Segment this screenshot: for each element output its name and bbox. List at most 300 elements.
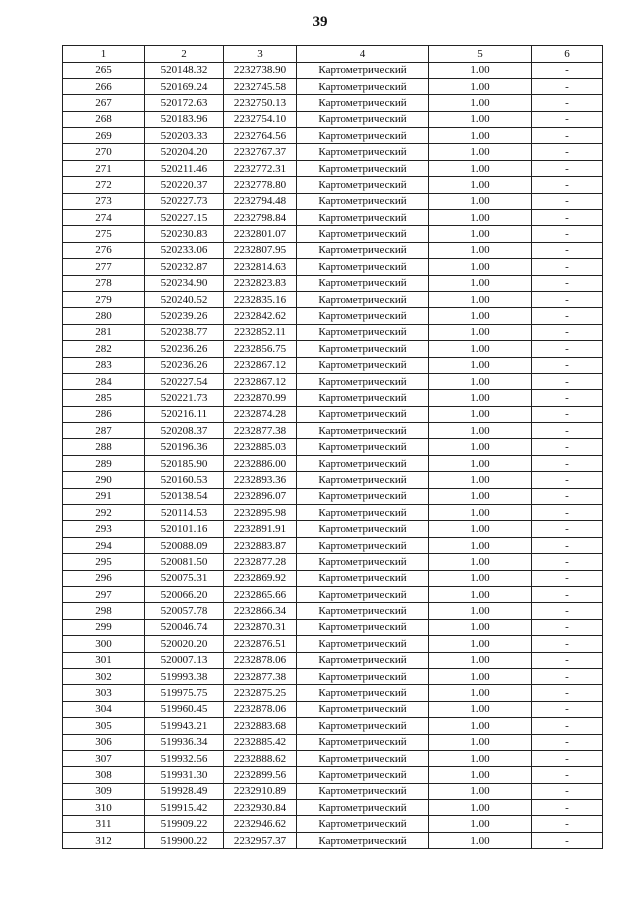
x-coordinate-cell: 520160.53 <box>145 472 224 488</box>
point-number-cell: 302 <box>63 668 145 684</box>
table-row <box>63 95 603 111</box>
note-cell: - <box>532 177 603 193</box>
note-cell: - <box>532 62 603 78</box>
accuracy-cell: 1.00 <box>429 750 532 766</box>
method-cell: Картометрический <box>297 521 429 537</box>
accuracy-cell: 1.00 <box>429 341 532 357</box>
method-cell: Картометрический <box>297 783 429 799</box>
point-number-cell: 306 <box>63 734 145 750</box>
x-coordinate-cell: 520220.37 <box>145 177 224 193</box>
table-row <box>63 668 603 684</box>
x-coordinate-cell: 519936.34 <box>145 734 224 750</box>
note-cell: - <box>532 160 603 176</box>
y-coordinate-cell: 2232946.62 <box>224 816 297 832</box>
accuracy-cell: 1.00 <box>429 291 532 307</box>
method-cell: Картометрический <box>297 750 429 766</box>
column-header-6: 6 <box>532 46 603 63</box>
accuracy-cell: 1.00 <box>429 685 532 701</box>
table-row <box>63 521 603 537</box>
y-coordinate-cell: 2232767.37 <box>224 144 297 160</box>
coordinates-table <box>62 45 603 849</box>
x-coordinate-cell: 520234.90 <box>145 275 224 291</box>
x-coordinate-cell: 520203.33 <box>145 128 224 144</box>
accuracy-cell: 1.00 <box>429 423 532 439</box>
x-coordinate-cell: 520169.24 <box>145 78 224 94</box>
accuracy-cell: 1.00 <box>429 226 532 242</box>
note-cell: - <box>532 242 603 258</box>
point-number-cell: 283 <box>63 357 145 373</box>
accuracy-cell: 1.00 <box>429 619 532 635</box>
note-cell: - <box>532 570 603 586</box>
table-row <box>63 210 603 226</box>
table-row <box>63 275 603 291</box>
x-coordinate-cell: 520075.31 <box>145 570 224 586</box>
y-coordinate-cell: 2232754.10 <box>224 111 297 127</box>
table-row <box>63 439 603 455</box>
y-coordinate-cell: 2232778.80 <box>224 177 297 193</box>
y-coordinate-cell: 2232930.84 <box>224 800 297 816</box>
point-number-cell: 272 <box>63 177 145 193</box>
accuracy-cell: 1.00 <box>429 259 532 275</box>
note-cell: - <box>532 652 603 668</box>
table-row <box>63 816 603 832</box>
point-number-cell: 305 <box>63 718 145 734</box>
accuracy-cell: 1.00 <box>429 128 532 144</box>
y-coordinate-cell: 2232878.06 <box>224 652 297 668</box>
note-cell: - <box>532 685 603 701</box>
note-cell: - <box>532 800 603 816</box>
note-cell: - <box>532 111 603 127</box>
note-cell: - <box>532 259 603 275</box>
method-cell: Картометрический <box>297 259 429 275</box>
y-coordinate-cell: 2232910.89 <box>224 783 297 799</box>
accuracy-cell: 1.00 <box>429 537 532 553</box>
note-cell: - <box>532 668 603 684</box>
accuracy-cell: 1.00 <box>429 390 532 406</box>
table-row <box>63 144 603 160</box>
table-row <box>63 406 603 422</box>
note-cell: - <box>532 78 603 94</box>
table-row <box>63 78 603 94</box>
method-cell: Картометрический <box>297 210 429 226</box>
y-coordinate-cell: 2232852.11 <box>224 324 297 340</box>
column-header-4: 4 <box>297 46 429 63</box>
method-cell: Картометрический <box>297 111 429 127</box>
accuracy-cell: 1.00 <box>429 767 532 783</box>
column-header-5: 5 <box>429 46 532 63</box>
table-row <box>63 226 603 242</box>
table-row <box>63 505 603 521</box>
note-cell: - <box>532 193 603 209</box>
table-row <box>63 373 603 389</box>
note-cell: - <box>532 390 603 406</box>
accuracy-cell: 1.00 <box>429 505 532 521</box>
table-row <box>63 291 603 307</box>
method-cell: Картометрический <box>297 291 429 307</box>
method-cell: Картометрический <box>297 275 429 291</box>
accuracy-cell: 1.00 <box>429 783 532 799</box>
table-row <box>63 554 603 570</box>
x-coordinate-cell: 520196.36 <box>145 439 224 455</box>
method-cell: Картометрический <box>297 373 429 389</box>
note-cell: - <box>532 554 603 570</box>
x-coordinate-cell: 520208.37 <box>145 423 224 439</box>
point-number-cell: 293 <box>63 521 145 537</box>
x-coordinate-cell: 520081.50 <box>145 554 224 570</box>
method-cell: Картометрический <box>297 668 429 684</box>
column-header-2: 2 <box>145 46 224 63</box>
point-number-cell: 277 <box>63 259 145 275</box>
method-cell: Картометрический <box>297 308 429 324</box>
x-coordinate-cell: 520227.15 <box>145 210 224 226</box>
note-cell: - <box>532 423 603 439</box>
table-row <box>63 324 603 340</box>
y-coordinate-cell: 2232835.16 <box>224 291 297 307</box>
accuracy-cell: 1.00 <box>429 734 532 750</box>
x-coordinate-cell: 520233.06 <box>145 242 224 258</box>
accuracy-cell: 1.00 <box>429 587 532 603</box>
accuracy-cell: 1.00 <box>429 832 532 848</box>
point-number-cell: 300 <box>63 636 145 652</box>
note-cell: - <box>532 226 603 242</box>
y-coordinate-cell: 2232794.48 <box>224 193 297 209</box>
method-cell: Картометрический <box>297 62 429 78</box>
y-coordinate-cell: 2232870.31 <box>224 619 297 635</box>
table-row <box>63 259 603 275</box>
method-cell: Картометрический <box>297 832 429 848</box>
method-cell: Картометрический <box>297 701 429 717</box>
y-coordinate-cell: 2232842.62 <box>224 308 297 324</box>
accuracy-cell: 1.00 <box>429 800 532 816</box>
table-row <box>63 587 603 603</box>
point-number-cell: 291 <box>63 488 145 504</box>
note-cell: - <box>532 341 603 357</box>
table-row <box>63 537 603 553</box>
y-coordinate-cell: 2232867.12 <box>224 373 297 389</box>
method-cell: Картометрический <box>297 324 429 340</box>
method-cell: Картометрический <box>297 816 429 832</box>
y-coordinate-cell: 2232801.07 <box>224 226 297 242</box>
y-coordinate-cell: 2232865.66 <box>224 587 297 603</box>
x-coordinate-cell: 519975.75 <box>145 685 224 701</box>
method-cell: Картометрический <box>297 78 429 94</box>
point-number-cell: 279 <box>63 291 145 307</box>
table-row <box>63 242 603 258</box>
accuracy-cell: 1.00 <box>429 160 532 176</box>
note-cell: - <box>532 587 603 603</box>
accuracy-cell: 1.00 <box>429 275 532 291</box>
note-cell: - <box>532 750 603 766</box>
method-cell: Картометрический <box>297 177 429 193</box>
y-coordinate-cell: 2232895.98 <box>224 505 297 521</box>
table-row <box>63 701 603 717</box>
point-number-cell: 286 <box>63 406 145 422</box>
point-number-cell: 270 <box>63 144 145 160</box>
y-coordinate-cell: 2232877.38 <box>224 668 297 684</box>
accuracy-cell: 1.00 <box>429 210 532 226</box>
point-number-cell: 268 <box>63 111 145 127</box>
method-cell: Картометрический <box>297 570 429 586</box>
point-number-cell: 269 <box>63 128 145 144</box>
point-number-cell: 294 <box>63 537 145 553</box>
x-coordinate-cell: 519909.22 <box>145 816 224 832</box>
table-row <box>63 308 603 324</box>
accuracy-cell: 1.00 <box>429 193 532 209</box>
x-coordinate-cell: 519943.21 <box>145 718 224 734</box>
x-coordinate-cell: 519915.42 <box>145 800 224 816</box>
y-coordinate-cell: 2232886.00 <box>224 455 297 471</box>
accuracy-cell: 1.00 <box>429 308 532 324</box>
y-coordinate-cell: 2232870.99 <box>224 390 297 406</box>
page-number: 39 <box>312 14 328 30</box>
point-number-cell: 276 <box>63 242 145 258</box>
accuracy-cell: 1.00 <box>429 554 532 570</box>
accuracy-cell: 1.00 <box>429 472 532 488</box>
note-cell: - <box>532 816 603 832</box>
method-cell: Картометрический <box>297 406 429 422</box>
point-number-cell: 284 <box>63 373 145 389</box>
x-coordinate-cell: 520236.26 <box>145 357 224 373</box>
point-number-cell: 267 <box>63 95 145 111</box>
point-number-cell: 292 <box>63 505 145 521</box>
point-number-cell: 290 <box>63 472 145 488</box>
note-cell: - <box>532 472 603 488</box>
note-cell: - <box>532 439 603 455</box>
point-number-cell: 298 <box>63 603 145 619</box>
note-cell: - <box>532 734 603 750</box>
point-number-cell: 299 <box>63 619 145 635</box>
point-number-cell: 308 <box>63 767 145 783</box>
point-number-cell: 301 <box>63 652 145 668</box>
point-number-cell: 266 <box>63 78 145 94</box>
y-coordinate-cell: 2232866.34 <box>224 603 297 619</box>
table-row <box>63 800 603 816</box>
x-coordinate-cell: 520216.11 <box>145 406 224 422</box>
point-number-cell: 282 <box>63 341 145 357</box>
x-coordinate-cell: 519932.56 <box>145 750 224 766</box>
table-row <box>63 603 603 619</box>
y-coordinate-cell: 2232738.90 <box>224 62 297 78</box>
note-cell: - <box>532 406 603 422</box>
point-number-cell: 311 <box>63 816 145 832</box>
table-row <box>63 619 603 635</box>
y-coordinate-cell: 2232885.42 <box>224 734 297 750</box>
point-number-cell: 304 <box>63 701 145 717</box>
accuracy-cell: 1.00 <box>429 718 532 734</box>
note-cell: - <box>532 505 603 521</box>
point-number-cell: 309 <box>63 783 145 799</box>
note-cell: - <box>532 488 603 504</box>
accuracy-cell: 1.00 <box>429 406 532 422</box>
x-coordinate-cell: 520236.26 <box>145 341 224 357</box>
point-number-cell: 278 <box>63 275 145 291</box>
method-cell: Картометрический <box>297 488 429 504</box>
point-number-cell: 295 <box>63 554 145 570</box>
table-row <box>63 636 603 652</box>
point-number-cell: 280 <box>63 308 145 324</box>
y-coordinate-cell: 2232875.25 <box>224 685 297 701</box>
x-coordinate-cell: 520183.96 <box>145 111 224 127</box>
table-row <box>63 357 603 373</box>
y-coordinate-cell: 2232896.07 <box>224 488 297 504</box>
method-cell: Картометрический <box>297 472 429 488</box>
table-row <box>63 177 603 193</box>
y-coordinate-cell: 2232885.03 <box>224 439 297 455</box>
point-number-cell: 274 <box>63 210 145 226</box>
point-number-cell: 312 <box>63 832 145 848</box>
method-cell: Картометрический <box>297 587 429 603</box>
y-coordinate-cell: 2232750.13 <box>224 95 297 111</box>
note-cell: - <box>532 324 603 340</box>
note-cell: - <box>532 308 603 324</box>
x-coordinate-cell: 520114.53 <box>145 505 224 521</box>
note-cell: - <box>532 144 603 160</box>
y-coordinate-cell: 2232893.36 <box>224 472 297 488</box>
point-number-cell: 297 <box>63 587 145 603</box>
accuracy-cell: 1.00 <box>429 144 532 160</box>
note-cell: - <box>532 767 603 783</box>
note-cell: - <box>532 619 603 635</box>
table-row <box>63 734 603 750</box>
x-coordinate-cell: 520240.52 <box>145 291 224 307</box>
note-cell: - <box>532 832 603 848</box>
method-cell: Картометрический <box>297 226 429 242</box>
point-number-cell: 285 <box>63 390 145 406</box>
accuracy-cell: 1.00 <box>429 62 532 78</box>
table-header-row <box>63 46 603 63</box>
y-coordinate-cell: 2232869.92 <box>224 570 297 586</box>
table-row <box>63 341 603 357</box>
y-coordinate-cell: 2232874.28 <box>224 406 297 422</box>
x-coordinate-cell: 520101.16 <box>145 521 224 537</box>
table-row <box>63 62 603 78</box>
accuracy-cell: 1.00 <box>429 488 532 504</box>
point-number-cell: 303 <box>63 685 145 701</box>
note-cell: - <box>532 95 603 111</box>
x-coordinate-cell: 520227.73 <box>145 193 224 209</box>
x-coordinate-cell: 520138.54 <box>145 488 224 504</box>
method-cell: Картометрический <box>297 390 429 406</box>
x-coordinate-cell: 520148.32 <box>145 62 224 78</box>
y-coordinate-cell: 2232883.87 <box>224 537 297 553</box>
method-cell: Картометрический <box>297 341 429 357</box>
point-number-cell: 265 <box>63 62 145 78</box>
accuracy-cell: 1.00 <box>429 324 532 340</box>
method-cell: Картометрический <box>297 718 429 734</box>
note-cell: - <box>532 636 603 652</box>
x-coordinate-cell: 520238.77 <box>145 324 224 340</box>
x-coordinate-cell: 520227.54 <box>145 373 224 389</box>
y-coordinate-cell: 2232856.75 <box>224 341 297 357</box>
method-cell: Картометрический <box>297 603 429 619</box>
method-cell: Картометрический <box>297 439 429 455</box>
accuracy-cell: 1.00 <box>429 701 532 717</box>
note-cell: - <box>532 291 603 307</box>
note-cell: - <box>532 603 603 619</box>
method-cell: Картометрический <box>297 95 429 111</box>
x-coordinate-cell: 520211.46 <box>145 160 224 176</box>
x-coordinate-cell: 520230.83 <box>145 226 224 242</box>
y-coordinate-cell: 2232888.62 <box>224 750 297 766</box>
point-number-cell: 273 <box>63 193 145 209</box>
table-body <box>63 62 603 849</box>
point-number-cell: 275 <box>63 226 145 242</box>
y-coordinate-cell: 2232877.38 <box>224 423 297 439</box>
point-number-cell: 289 <box>63 455 145 471</box>
accuracy-cell: 1.00 <box>429 177 532 193</box>
y-coordinate-cell: 2232867.12 <box>224 357 297 373</box>
point-number-cell: 287 <box>63 423 145 439</box>
method-cell: Картометрический <box>297 685 429 701</box>
method-cell: Картометрический <box>297 242 429 258</box>
table-row <box>63 390 603 406</box>
method-cell: Картометрический <box>297 505 429 521</box>
point-number-cell: 288 <box>63 439 145 455</box>
table-row <box>63 783 603 799</box>
note-cell: - <box>532 275 603 291</box>
x-coordinate-cell: 520057.78 <box>145 603 224 619</box>
note-cell: - <box>532 373 603 389</box>
accuracy-cell: 1.00 <box>429 521 532 537</box>
accuracy-cell: 1.00 <box>429 636 532 652</box>
accuracy-cell: 1.00 <box>429 111 532 127</box>
method-cell: Картометрический <box>297 652 429 668</box>
x-coordinate-cell: 519928.49 <box>145 783 224 799</box>
table-row <box>63 570 603 586</box>
note-cell: - <box>532 521 603 537</box>
accuracy-cell: 1.00 <box>429 652 532 668</box>
accuracy-cell: 1.00 <box>429 242 532 258</box>
accuracy-cell: 1.00 <box>429 357 532 373</box>
x-coordinate-cell: 519931.30 <box>145 767 224 783</box>
table-row <box>63 423 603 439</box>
column-header-3: 3 <box>224 46 297 63</box>
method-cell: Картометрический <box>297 423 429 439</box>
x-coordinate-cell: 520088.09 <box>145 537 224 553</box>
x-coordinate-cell: 520204.20 <box>145 144 224 160</box>
table-row <box>63 111 603 127</box>
x-coordinate-cell: 520221.73 <box>145 390 224 406</box>
method-cell: Картометрический <box>297 619 429 635</box>
point-number-cell: 296 <box>63 570 145 586</box>
y-coordinate-cell: 2232798.84 <box>224 210 297 226</box>
x-coordinate-cell: 520185.90 <box>145 455 224 471</box>
x-coordinate-cell: 519993.38 <box>145 668 224 684</box>
accuracy-cell: 1.00 <box>429 816 532 832</box>
method-cell: Картометрический <box>297 767 429 783</box>
method-cell: Картометрический <box>297 160 429 176</box>
x-coordinate-cell: 520046.74 <box>145 619 224 635</box>
x-coordinate-cell: 519900.22 <box>145 832 224 848</box>
method-cell: Картометрический <box>297 554 429 570</box>
point-number-cell: 281 <box>63 324 145 340</box>
accuracy-cell: 1.00 <box>429 455 532 471</box>
x-coordinate-cell: 520066.20 <box>145 587 224 603</box>
table-row <box>63 652 603 668</box>
note-cell: - <box>532 701 603 717</box>
table-row <box>63 160 603 176</box>
x-coordinate-cell: 520232.87 <box>145 259 224 275</box>
note-cell: - <box>532 455 603 471</box>
y-coordinate-cell: 2232814.63 <box>224 259 297 275</box>
table-row <box>63 488 603 504</box>
point-number-cell: 307 <box>63 750 145 766</box>
y-coordinate-cell: 2232957.37 <box>224 832 297 848</box>
x-coordinate-cell: 520239.26 <box>145 308 224 324</box>
y-coordinate-cell: 2232883.68 <box>224 718 297 734</box>
y-coordinate-cell: 2232823.83 <box>224 275 297 291</box>
x-coordinate-cell: 520020.20 <box>145 636 224 652</box>
